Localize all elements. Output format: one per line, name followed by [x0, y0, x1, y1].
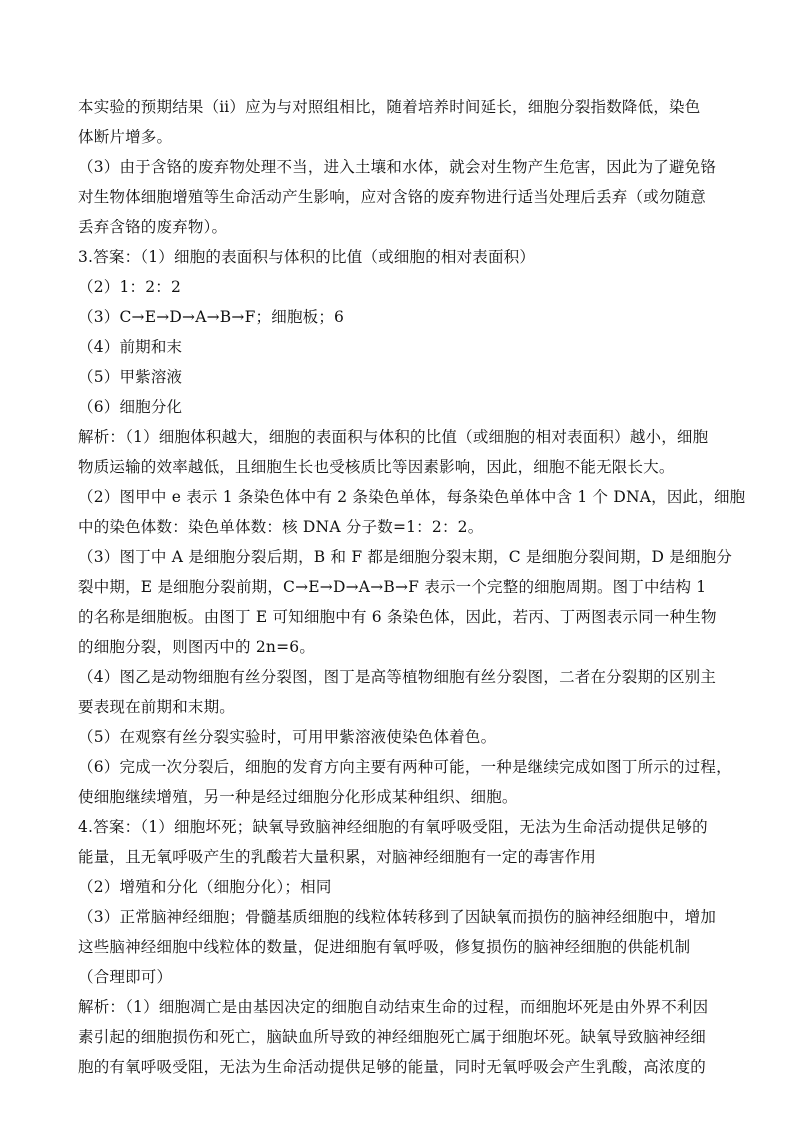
- text-line: 物质运输的效率越低，且细胞生长也受核质比等因素影响，因此，细胞不能无限长大。: [78, 458, 675, 476]
- text-line: （2）1：2：2: [78, 278, 182, 296]
- text-line: （3）图丁中 A 是细胞分裂后期，B 和 F 都是细胞分裂末期，C 是细胞分裂间期，D 是细胞分: [78, 548, 733, 566]
- text-line: （4）前期和末: [78, 338, 183, 356]
- text-line: 对生物体细胞增殖等生命活动产生影响，应对含铬的废弃物进行适当处理后丢弃（或勿随意: [78, 188, 707, 206]
- text-line: 的细胞分裂，则图丙中的 2n=6。: [78, 638, 316, 656]
- analysis-3-heading: 解析：（1）细胞体积越大，细胞的表面积与体积的比值（或细胞的相对表面积）越小，细胞: [78, 428, 709, 446]
- text-line: 这些脑神经细胞中线粒体的数量，促进细胞有氧呼吸，修复损伤的脑神经细胞的供能机制: [78, 938, 691, 956]
- text-line: （5）在观察有丝分裂实验时，可用甲紫溶液使染色体着色。: [78, 728, 497, 746]
- analysis-4-heading: 解析：（1）细胞凋亡是由基因决定的细胞自动结束生命的过程，而细胞坏死是由外界不利因: [78, 998, 709, 1016]
- text-line: （3）正常脑神经细胞；骨髓基质细胞的线粒体转移到了因缺氧而损伤的脑神经细胞中，增加: [78, 908, 717, 926]
- text-line: 使细胞继续增殖，另一种是经过细胞分化形成某种组织、细胞。: [78, 788, 518, 806]
- text-line: （3）由于含铬的废弃物处理不当，进入土壤和水体，就会对生物产生危害，因此为了避免铬: [78, 158, 717, 176]
- text-line: 中的染色体数：染色单体数：核 DNA 分子数=1：2：2。: [78, 518, 484, 536]
- answer-3-heading: 3.答案：（1）细胞的表面积与体积的比值（或细胞的相对表面积）: [78, 248, 536, 266]
- text-line: （5）甲紫溶液: [78, 368, 183, 386]
- text-line: （2）增殖和分化（细胞分化）；相同: [78, 878, 332, 896]
- text-line: 要表现在前期和末期。: [78, 698, 236, 716]
- text-line: （3）C→E→D→A→B→F；细胞板；6: [78, 308, 345, 326]
- text-line: 能量，且无氧呼吸产生的乳酸若大量积累，对脑神经细胞有一定的毒害作用: [78, 848, 597, 866]
- answer-4-heading: 4.答案：（1）细胞坏死；缺氧导致脑神经细胞的有氧呼吸受阻，无法为生命活动提供足够的: [78, 818, 708, 836]
- document-page: [78, 92, 746, 1082]
- text-line: （4）图乙是动物细胞有丝分裂图，图丁是高等植物细胞有丝分裂图，二者在分裂期的区别主: [78, 668, 717, 686]
- text-line: （2）图甲中 e 表示 1 条染色体中有 2 条染色单体，每条染色单体中含 1 个 DNA，因此，细胞: [78, 488, 746, 506]
- text-line: （合理即可）: [78, 968, 173, 986]
- text-line: 本实验的预期结果（ⅱ）应为与对照组相比，随着培养时间延长，细胞分裂指数降低，染色: [78, 98, 701, 116]
- text-line: （6）细胞分化: [78, 398, 183, 416]
- text-line: 裂中期，E 是细胞分裂前期，C→E→D→A→B→F 表示一个完整的细胞周期。图丁中结构 1: [78, 578, 707, 596]
- text-line: 体断片增多。: [78, 128, 173, 146]
- text-line: 素引起的细胞损伤和死亡，脑缺血所导致的神经细胞死亡属于细胞坏死。缺氧导致脑神经细: [78, 1028, 707, 1046]
- text-line: （6）完成一次分裂后，细胞的发育方向主要有两种可能，一种是继续完成如图丁所示的过程，: [78, 758, 732, 776]
- text-line: 的名称是细胞板。由图丁 E 可知细胞中有 6 条染色体，因此，若丙、丁两图表示同一种生物: [78, 608, 717, 626]
- text-line: 丢弃含铬的废弃物）。: [78, 218, 228, 236]
- text-line: 胞的有氧呼吸受阻，无法为生命活动提供足够的能量，同时无氧呼吸会产生乳酸，高浓度的: [78, 1058, 707, 1076]
